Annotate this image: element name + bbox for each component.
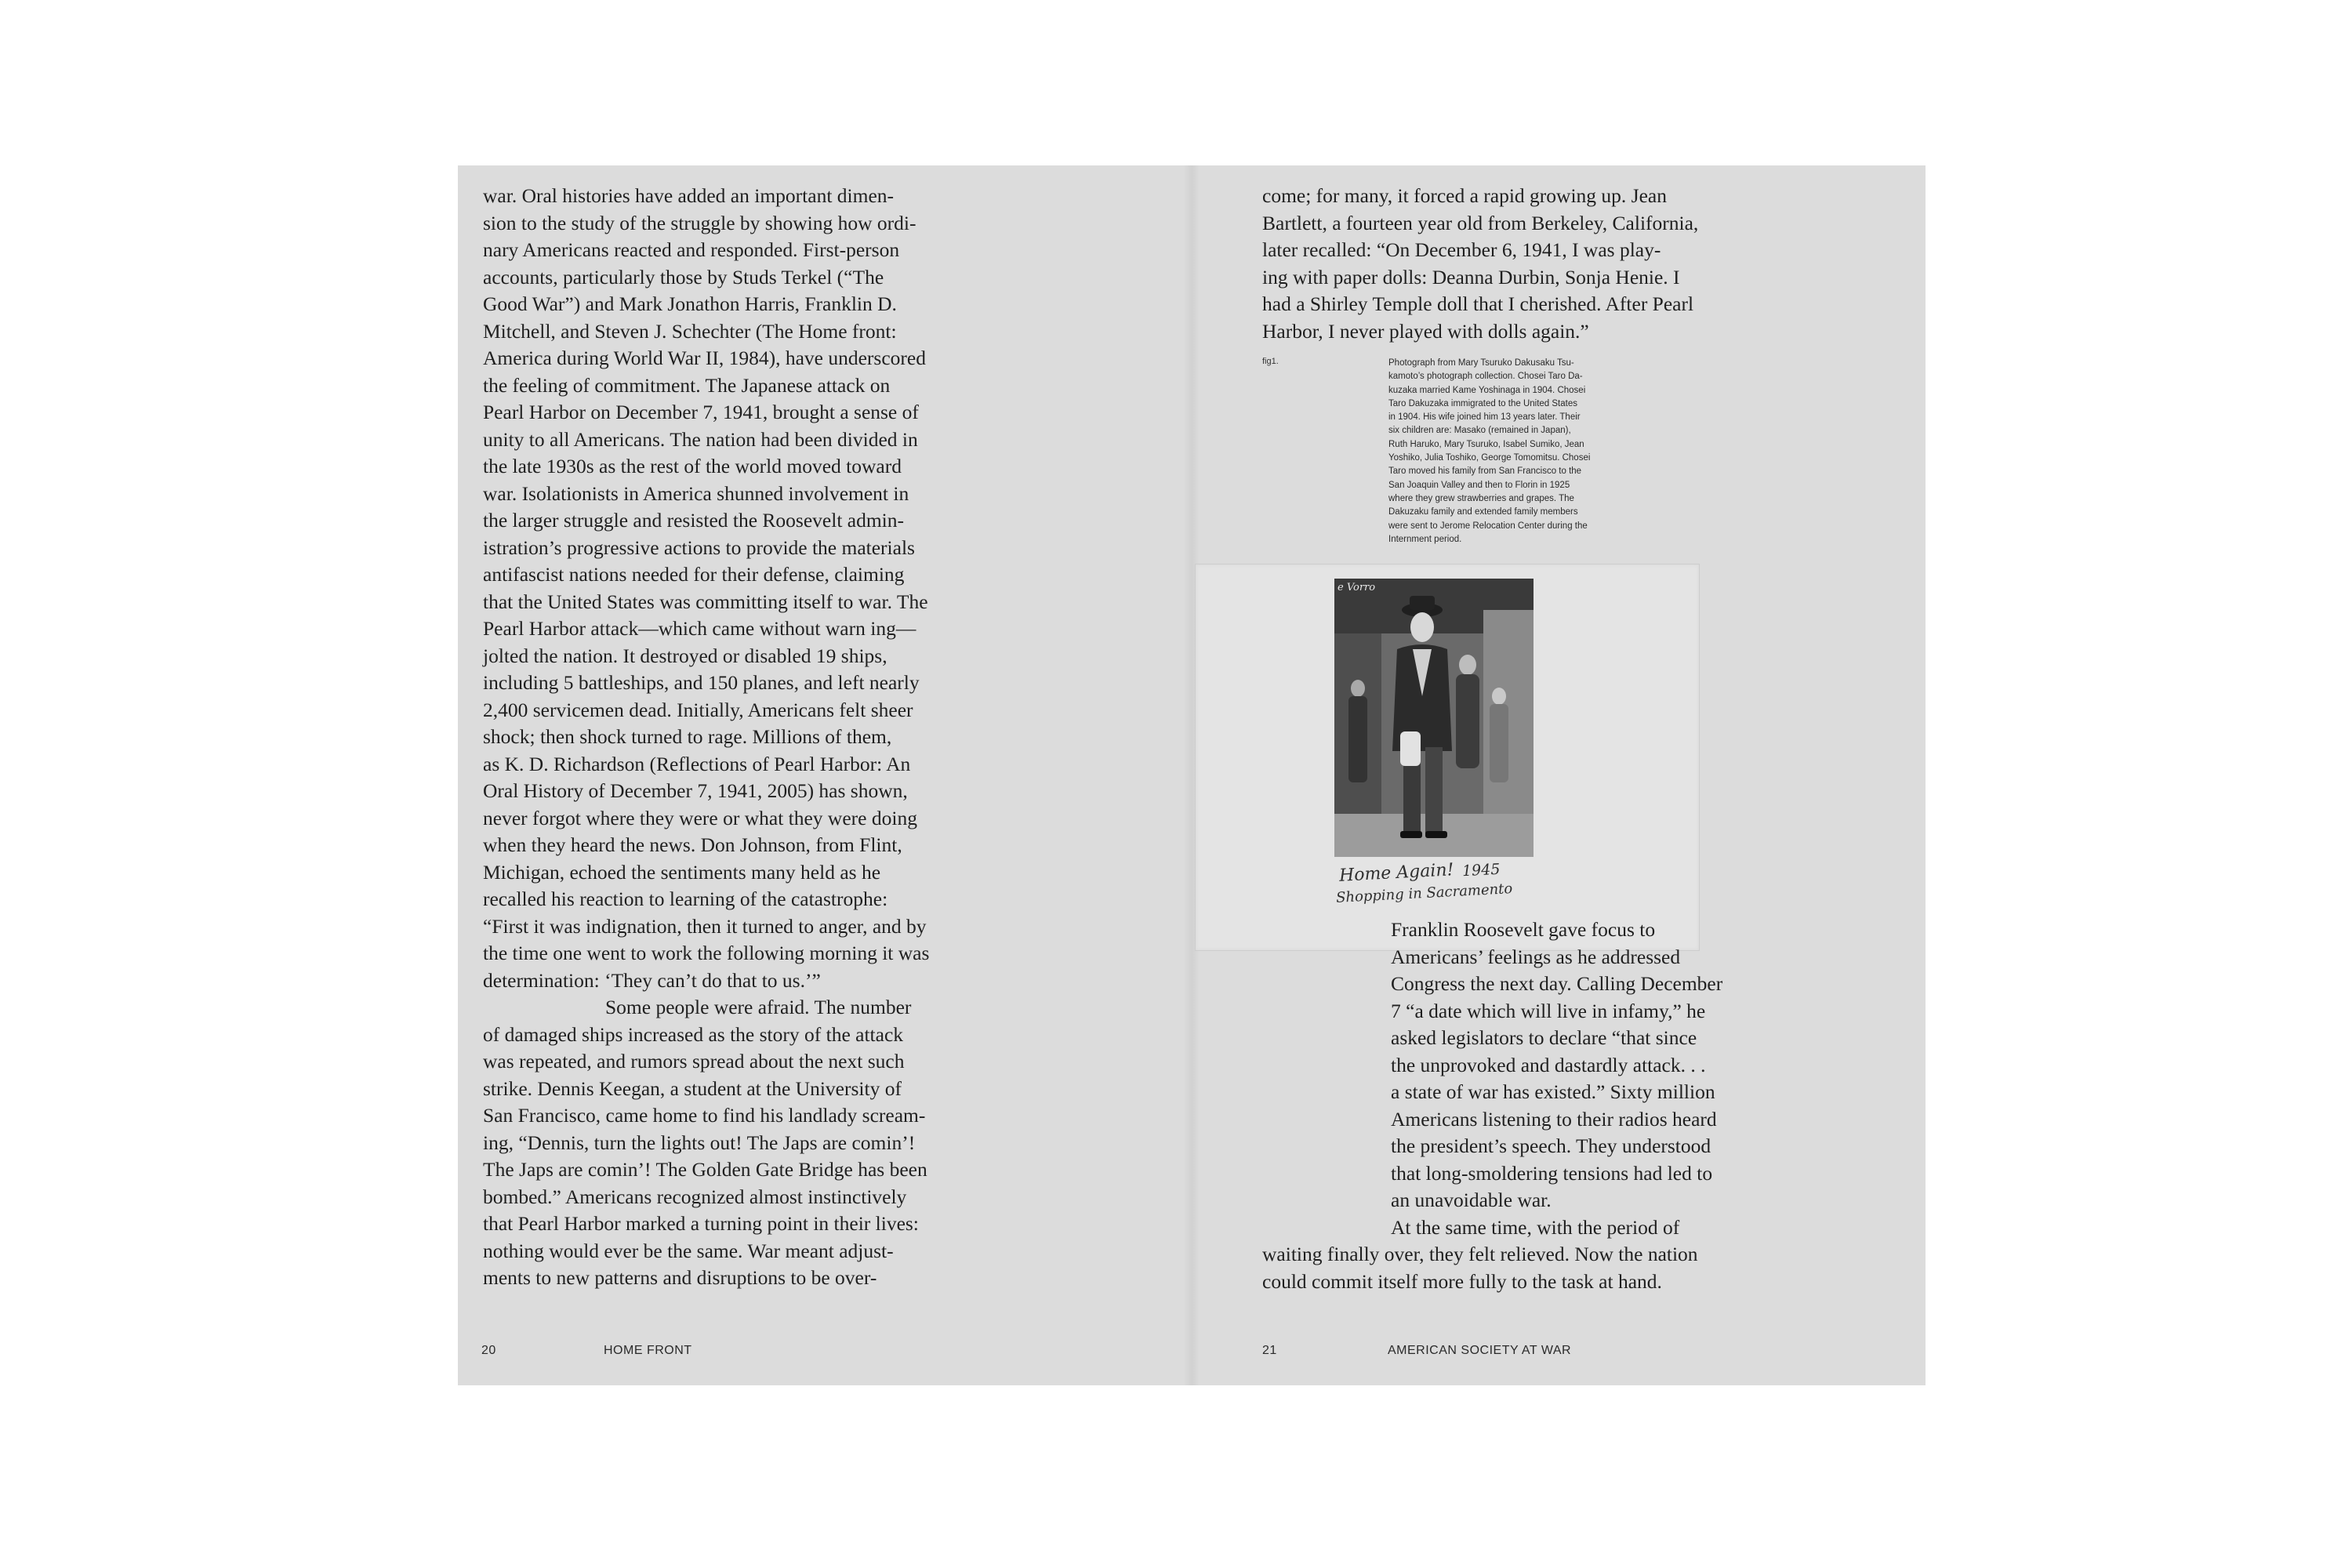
body-line: of damaged ships increased as the story of the attack: [483, 1022, 904, 1046]
body-line: nary Americans reacted and responded. First-person: [483, 238, 900, 261]
body-line: Mitchell, and Steven J. Schechter (The Home front:: [483, 319, 897, 343]
body-line: the president’s speech. They understood: [1391, 1134, 1711, 1157]
body-line: Michigan, echoed the sentiments many held as he: [483, 860, 881, 884]
caption-line: kamoto’s photograph collection. Chosei Taro Da-: [1388, 372, 1583, 382]
body-line: come; for many, it forced a rapid growing up. Jean: [1262, 184, 1667, 207]
body-line: when they heard the news. Don Johnson, from Flint,: [483, 833, 902, 856]
body-line: a state of war has existed.” Sixty million: [1391, 1080, 1715, 1103]
caption-line: Ruth Haruko, Mary Tsuruko, Isabel Sumiko, Jean: [1388, 439, 1584, 449]
body-line: Bartlett, a fourteen year old from Berkeley, California,: [1262, 211, 1699, 234]
figure-label: fig1.: [1262, 357, 1279, 366]
left-page-body: [483, 183, 969, 1292]
caption-line: Photograph from Mary Tsuruko Dakusaku Tsu-: [1388, 358, 1574, 368]
caption-line: Taro moved his family from San Francisco to the: [1388, 466, 1582, 477]
body-line: Americans’ feelings as he addressed: [1391, 945, 1681, 968]
body-line: the unprovoked and dastardly attack. . .: [1391, 1053, 1706, 1076]
body-line: determination: ‘They can’t do that to us.’”: [483, 968, 821, 992]
body-line: Oral History of December 7, 1941, 2005) has shown,: [483, 779, 908, 802]
body-line: never forgot where they were or what they were doing: [483, 806, 917, 829]
page-number: 21: [1262, 1344, 1277, 1357]
body-line: was repeated, and rumors spread about the next such: [483, 1050, 905, 1073]
body-line: Pearl Harbor on December 7, 1941, brought a sense of: [483, 401, 919, 423]
body-line: that the United States was committing itself to war. The: [483, 590, 928, 613]
right-page-top-text: [1262, 183, 1748, 345]
caption-line: kuzaka married Kame Yoshinaga in 1904. Chosei: [1388, 385, 1586, 395]
caption-line: six children are: Masako (remained in Japan),: [1388, 426, 1571, 436]
historical-photograph: [1334, 579, 1534, 857]
body-line: istration’s progressive actions to provide the materials: [483, 535, 915, 559]
handwritten-annotation: Home Again!: [1338, 860, 1454, 886]
figure-caption: [1388, 357, 1639, 546]
body-line: sion to the study of the struggle by showing how ordi-: [483, 211, 916, 234]
body-line: “First it was indignation, then it turned to anger, and by: [483, 914, 927, 938]
running-head: HOME FRONT: [604, 1344, 692, 1357]
body-line: ing, “Dennis, turn the lights out! The Japs are comin’!: [483, 1131, 916, 1154]
right-page-bottom-text: [1262, 916, 1780, 1295]
body-line: 7 “a date which will live in infamy,” he: [1391, 999, 1706, 1022]
body-line: the time one went to work the following morning it was: [483, 942, 930, 964]
caption-line: Dakuzaku family and extended family members: [1388, 507, 1578, 517]
body-line: America during World War II, 1984), have underscored: [483, 347, 926, 369]
caption-line: Taro Dakuzaka immigrated to the United States: [1388, 398, 1577, 408]
body-line: the feeling of commitment. The Japanese attack on: [483, 373, 891, 397]
body-line: Congress the next day. Calling December: [1391, 972, 1723, 995]
page-number: 20: [481, 1344, 496, 1357]
body-line: recalled his reaction to learning of the catastrophe:: [483, 887, 888, 910]
photo-illustration: [1334, 579, 1534, 857]
caption-line: in 1904. His wife joined him 13 years later. Their: [1388, 412, 1581, 423]
left-page: [458, 165, 1192, 1385]
body-line: accounts, particularly those by Studs Terkel (“The: [483, 265, 884, 289]
body-line: that Pearl Harbor marked a turning point in their lives:: [483, 1212, 919, 1235]
body-line: At the same time, with the period of: [1391, 1215, 1680, 1239]
running-head: AMERICAN SOCIETY AT WAR: [1388, 1344, 1572, 1357]
body-line: San Francisco, came home to find his landlady scream-: [483, 1104, 926, 1127]
body-line: had a Shirley Temple doll that I cherished. After Pearl: [1262, 292, 1694, 315]
body-line: war. Oral histories have added an important dimen-: [483, 184, 895, 207]
body-line: the late 1930s as the rest of the world moved toward: [483, 455, 902, 477]
body-line: strike. Dennis Keegan, a student at the University of: [483, 1076, 902, 1100]
body-line: that long-smoldering tensions had led to: [1391, 1161, 1713, 1185]
body-line: Good War”) and Mark Jonathon Harris, Franklin D.: [483, 292, 897, 315]
body-line: The Japs are comin’! The Golden Gate Bridge has been: [483, 1158, 927, 1181]
caption-line: Internment period.: [1388, 534, 1462, 544]
body-line: ments to new patterns and disruptions to be over-: [483, 1266, 877, 1289]
body-line: Americans listening to their radios heard: [1391, 1107, 1717, 1131]
body-line: Pearl Harbor attack—which came without warn ing—: [483, 617, 916, 640]
body-line: antifascist nations needed for their defense, claiming: [483, 563, 905, 586]
caption-line: were sent to Jerome Relocation Center during the: [1388, 521, 1588, 531]
caption-line: Yoshiko, Julia Toshiko, George Tomomitsu. Chosei: [1388, 453, 1591, 463]
body-line: waiting finally over, they felt relieved. Now the nation: [1262, 1243, 1698, 1265]
body-line: nothing would ever be the same. War meant adjust-: [483, 1239, 894, 1262]
body-line: ing with paper dolls: Deanna Durbin, Sonja Henie. I: [1262, 265, 1680, 289]
body-line: as K. D. Richardson (Reflections of Pearl Harbor: An: [483, 752, 911, 775]
body-line: 2,400 servicemen dead. Initially, Americans felt sheer: [483, 698, 913, 721]
body-line: Franklin Roosevelt gave focus to: [1391, 918, 1656, 941]
body-line-indented: Some people were afraid. The number: [605, 996, 912, 1018]
body-line: war. Isolationists in America shunned involvement in: [483, 481, 909, 505]
body-line: bombed.” Americans recognized almost instinctively: [483, 1185, 907, 1208]
store-sign-text: e Vorro: [1338, 582, 1376, 593]
handwritten-year: 1945: [1461, 860, 1501, 880]
book-spread: [458, 165, 1926, 1385]
body-line: including 5 battleships, and 150 planes, and left nearly: [483, 671, 920, 694]
body-line: could commit itself more fully to the task at hand.: [1262, 1269, 1662, 1293]
body-line: shock; then shock turned to rage. Millions of them,: [483, 725, 892, 748]
body-line: later recalled: “On December 6, 1941, I was play-: [1262, 238, 1661, 261]
body-line: unity to all Americans. The nation had been divided in: [483, 427, 918, 451]
body-line: jolted the nation. It destroyed or disabled 19 ships,: [483, 644, 887, 667]
caption-line: San Joaquin Valley and then to Florin in 1925: [1388, 480, 1570, 490]
handwritten-annotation: Shopping in Sacramento: [1335, 880, 1513, 906]
body-line: Harbor, I never played with dolls again.”: [1262, 319, 1589, 343]
body-line: the larger struggle and resisted the Roosevelt admin-: [483, 509, 905, 532]
caption-line: where they grew strawberries and grapes. The: [1388, 493, 1574, 503]
right-page: [1192, 165, 1926, 1385]
body-line: an unavoidable war.: [1391, 1189, 1552, 1211]
body-line: asked legislators to declare “that since: [1391, 1026, 1697, 1049]
